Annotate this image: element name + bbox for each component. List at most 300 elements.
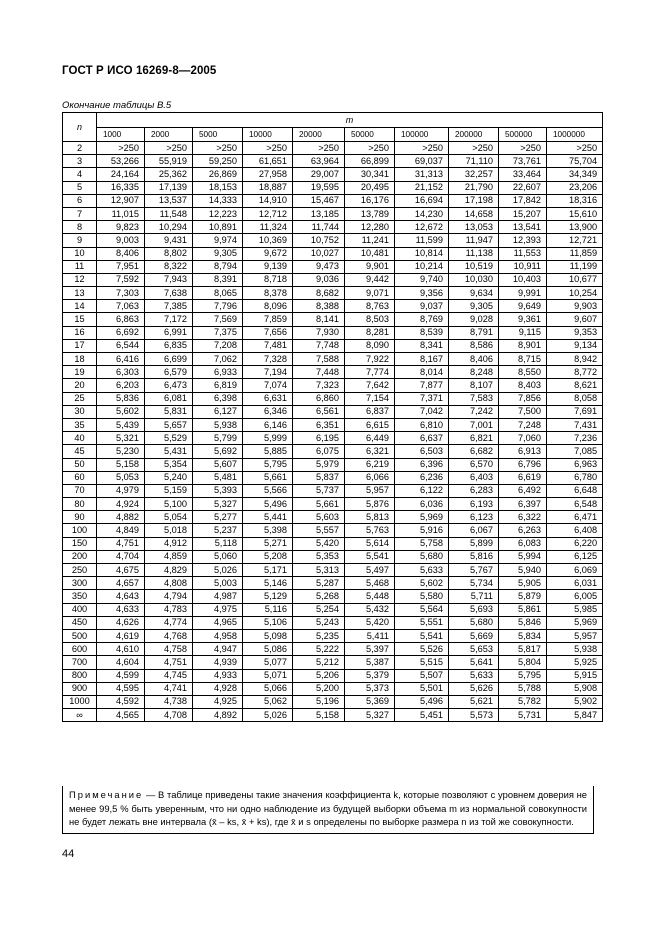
n-value-cell: 13 — [63, 287, 97, 300]
k-value-cell: 5,448 — [345, 590, 395, 603]
k-value-cell: 6,796 — [499, 458, 547, 471]
column-header-row — [63, 128, 603, 142]
k-value-cell: 6,403 — [449, 471, 499, 484]
k-value-cell: 5,026 — [193, 564, 243, 577]
k-value-cell: 9,991 — [499, 287, 547, 300]
k-value-cell: 6,991 — [145, 326, 193, 339]
n-value-cell: 16 — [63, 326, 97, 339]
k-value-cell: 59,250 — [193, 155, 243, 168]
k-value-cell: 4,933 — [193, 669, 243, 682]
k-value-cell: 5,657 — [145, 418, 193, 431]
k-value-cell: 5,235 — [293, 629, 345, 642]
k-value-cell: 5,066 — [243, 682, 293, 695]
n-value-cell: 3 — [63, 155, 97, 168]
k-value-cell: >250 — [293, 142, 345, 155]
n-value-cell: 80 — [63, 498, 97, 511]
k-value-cell: 9,901 — [345, 260, 395, 273]
k-value-cell: 6,449 — [345, 432, 395, 445]
k-value-cell: 5,692 — [193, 445, 243, 458]
k-value-cell: 9,037 — [395, 300, 449, 313]
k-value-cell: 9,353 — [547, 326, 603, 339]
column-header: 1000000 — [547, 128, 603, 142]
k-value-cell: 6,699 — [145, 353, 193, 366]
k-value-cell: 6,351 — [293, 418, 345, 431]
k-value-cell: 53,266 — [97, 155, 145, 168]
k-value-cell: 5,879 — [499, 590, 547, 603]
k-value-cell: 9,431 — [145, 234, 193, 247]
k-value-cell: 11,015 — [97, 207, 145, 220]
k-value-cell: 5,196 — [293, 695, 345, 708]
k-value-cell: 5,908 — [547, 682, 603, 695]
k-value-cell: 6,123 — [449, 511, 499, 524]
k-value-cell: 5,158 — [293, 709, 345, 722]
k-value-cell: 5,938 — [547, 643, 603, 656]
k-value-cell: >250 — [395, 142, 449, 155]
k-value-cell: 6,860 — [293, 392, 345, 405]
k-value-cell: 4,604 — [97, 656, 145, 669]
k-value-cell: 4,633 — [97, 603, 145, 616]
n-value-cell: 19 — [63, 366, 97, 379]
k-value-cell: 5,053 — [97, 471, 145, 484]
k-value-cell: 5,501 — [395, 682, 449, 695]
k-value-cell: 5,788 — [499, 682, 547, 695]
n-value-cell: 15 — [63, 313, 97, 326]
table-row — [63, 260, 603, 273]
k-value-cell: 4,675 — [97, 564, 145, 577]
k-value-cell: 6,579 — [145, 366, 193, 379]
table-row — [63, 273, 603, 286]
k-value-cell: 8,065 — [193, 287, 243, 300]
k-value-cell: 9,473 — [293, 260, 345, 273]
n-value-cell: 900 — [63, 682, 97, 695]
column-header: 5000 — [193, 128, 243, 142]
k-value-cell: 5,313 — [293, 564, 345, 577]
n-value-cell: 200 — [63, 550, 97, 563]
k-value-cell: >250 — [449, 142, 499, 155]
k-value-cell: 5,799 — [193, 432, 243, 445]
table-row — [63, 458, 603, 471]
note-text: — В таблице приведены такие значения коэффициента k, которые позволяют с уровнем доверия не менее 99,5 % быть уверенным, что ни одно наблюдение из будущей выборки объема m из нормальной совокупности не будет лежать вне интервала (x̄ – ks, x̄ + ks), где x̄ и s определены по выборке размера n из той же совокупности. — [69, 789, 587, 828]
table-row — [63, 550, 603, 563]
k-value-cell: 6,637 — [395, 432, 449, 445]
n-value-cell: 1000 — [63, 695, 97, 708]
document-header: ГОСТ Р ИСО 16269-8—2005 — [62, 65, 217, 77]
k-value-cell: 8,718 — [243, 273, 293, 286]
n-value-cell: 100 — [63, 524, 97, 537]
table-row — [63, 603, 603, 616]
k-value-cell: 5,669 — [449, 629, 499, 642]
k-value-cell: 8,769 — [395, 313, 449, 326]
table-row — [63, 564, 603, 577]
k-value-cell: 5,077 — [243, 656, 293, 669]
k-value-cell: 8,901 — [499, 339, 547, 352]
k-value-cell: 4,758 — [145, 643, 193, 656]
k-value-cell: 14,910 — [243, 194, 293, 207]
k-value-cell: 5,541 — [345, 550, 395, 563]
table-row — [63, 168, 603, 181]
k-value-cell: 4,939 — [193, 656, 243, 669]
k-value-cell: 5,979 — [293, 458, 345, 471]
k-value-cell: 7,588 — [293, 353, 345, 366]
k-value-cell: 5,653 — [449, 643, 499, 656]
k-value-cell: 5,969 — [547, 616, 603, 629]
k-value-cell: 6,619 — [499, 471, 547, 484]
k-value-cell: 5,847 — [547, 709, 603, 722]
k-value-cell: 9,356 — [395, 287, 449, 300]
k-value-cell: 5,680 — [395, 550, 449, 563]
k-value-cell: 6,219 — [345, 458, 395, 471]
k-value-cell: 5,985 — [547, 603, 603, 616]
k-value-cell: 13,537 — [145, 194, 193, 207]
k-value-cell: 29,007 — [293, 168, 345, 181]
k-value-cell: 4,751 — [145, 656, 193, 669]
k-value-cell: 4,565 — [97, 709, 145, 722]
k-value-cell: 8,715 — [499, 353, 547, 366]
k-value-cell: 5,387 — [345, 656, 395, 669]
k-value-cell: 8,942 — [547, 353, 603, 366]
n-value-cell: 30 — [63, 405, 97, 418]
table-row — [63, 221, 603, 234]
table-row — [63, 379, 603, 392]
k-value-cell: 5,321 — [97, 432, 145, 445]
k-value-cell: 12,907 — [97, 194, 145, 207]
k-value-cell: 8,682 — [293, 287, 345, 300]
k-value-cell: 16,694 — [395, 194, 449, 207]
k-value-cell: 9,139 — [243, 260, 293, 273]
k-value-cell: 8,586 — [449, 339, 499, 352]
k-value-cell: 6,963 — [547, 458, 603, 471]
k-value-cell: 5,507 — [395, 669, 449, 682]
k-value-cell: 5,795 — [243, 458, 293, 471]
k-value-cell: 7,074 — [243, 379, 293, 392]
k-value-cell: 12,223 — [193, 207, 243, 220]
table-row — [63, 155, 603, 168]
k-value-cell: 8,391 — [193, 273, 243, 286]
n-value-cell: 17 — [63, 339, 97, 352]
table-row — [63, 629, 603, 642]
k-value-cell: 5,915 — [547, 669, 603, 682]
k-value-cell: 10,294 — [145, 221, 193, 234]
k-value-cell: 8,141 — [293, 313, 345, 326]
n-value-cell: 20 — [63, 379, 97, 392]
k-value-cell: 5,767 — [449, 564, 499, 577]
k-value-cell: 5,397 — [345, 643, 395, 656]
k-value-cell: 5,661 — [243, 471, 293, 484]
k-value-cell: 5,208 — [243, 550, 293, 563]
k-value-cell: 5,200 — [293, 682, 345, 695]
table-caption: Окончание таблицы В.5 — [62, 100, 172, 111]
k-value-cell: 5,003 — [193, 577, 243, 590]
k-value-cell: 9,634 — [449, 287, 499, 300]
k-value-cell: 5,602 — [395, 577, 449, 590]
k-value-cell: 5,171 — [243, 564, 293, 577]
k-value-cell: 12,712 — [243, 207, 293, 220]
k-value-cell: 7,642 — [345, 379, 395, 392]
n-value-cell: 10 — [63, 247, 97, 260]
k-value-cell: 9,974 — [193, 234, 243, 247]
k-value-cell: 22,607 — [499, 181, 547, 194]
k-value-cell: 5,758 — [395, 537, 449, 550]
n-value-cell: 2 — [63, 142, 97, 155]
n-value-cell: ∞ — [63, 709, 97, 722]
k-value-cell: 6,066 — [345, 471, 395, 484]
k-value-cell: 9,361 — [499, 313, 547, 326]
column-header: 500000 — [499, 128, 547, 142]
k-value-cell: 5,420 — [293, 537, 345, 550]
k-value-cell: 10,369 — [243, 234, 293, 247]
k-value-cell: 10,254 — [547, 287, 603, 300]
k-value-cell: 7,060 — [499, 432, 547, 445]
k-value-cell: 5,573 — [449, 709, 499, 722]
n-value-cell: 90 — [63, 511, 97, 524]
table-row — [63, 392, 603, 405]
k-value-cell: 5,118 — [193, 537, 243, 550]
k-value-cell: 5,834 — [499, 629, 547, 642]
k-value-cell: 11,859 — [547, 247, 603, 260]
k-value-cell: 13,541 — [499, 221, 547, 234]
table-row — [63, 313, 603, 326]
k-value-cell: 5,680 — [449, 616, 499, 629]
table-row — [63, 511, 603, 524]
k-value-cell: 5,327 — [345, 709, 395, 722]
k-value-cell: 4,928 — [193, 682, 243, 695]
k-value-cell: 6,195 — [293, 432, 345, 445]
k-value-cell: 5,254 — [293, 603, 345, 616]
k-value-cell: 7,042 — [395, 405, 449, 418]
k-value-cell: 8,107 — [449, 379, 499, 392]
k-value-cell: 5,837 — [293, 471, 345, 484]
k-value-cell: 11,324 — [243, 221, 293, 234]
k-value-cell: 5,431 — [145, 445, 193, 458]
k-value-cell: 6,819 — [193, 379, 243, 392]
k-value-cell: 5,813 — [345, 511, 395, 524]
k-value-cell: 15,207 — [499, 207, 547, 220]
k-value-cell: 5,026 — [243, 709, 293, 722]
k-value-cell: 12,393 — [499, 234, 547, 247]
k-value-cell: 8,090 — [345, 339, 395, 352]
table-row — [63, 300, 603, 313]
table-row — [63, 405, 603, 418]
k-value-cell: 5,373 — [345, 682, 395, 695]
k-value-cell: 6,203 — [97, 379, 145, 392]
column-header: 100000 — [395, 128, 449, 142]
k-value-cell: 12,280 — [345, 221, 395, 234]
k-value-cell: 5,916 — [395, 524, 449, 537]
n-value-cell: 7 — [63, 207, 97, 220]
k-value-cell: 75,704 — [547, 155, 603, 168]
k-value-cell: 7,448 — [293, 366, 345, 379]
k-value-cell: 6,810 — [395, 418, 449, 431]
k-value-cell: 10,403 — [499, 273, 547, 286]
k-value-cell: 4,892 — [193, 709, 243, 722]
k-value-cell: 5,018 — [145, 524, 193, 537]
k-value-cell: 6,146 — [243, 418, 293, 431]
k-value-cell: 4,592 — [97, 695, 145, 708]
k-value-cell: 13,789 — [345, 207, 395, 220]
k-value-cell: 5,116 — [243, 603, 293, 616]
table-row — [63, 353, 603, 366]
k-value-cell: 10,814 — [395, 247, 449, 260]
k-value-cell: 5,969 — [395, 511, 449, 524]
k-value-cell: 8,621 — [547, 379, 603, 392]
k-value-cell: 8,014 — [395, 366, 449, 379]
n-value-cell: 18 — [63, 353, 97, 366]
k-value-cell: 5,564 — [395, 603, 449, 616]
k-value-cell: 6,913 — [499, 445, 547, 458]
k-value-cell: 5,222 — [293, 643, 345, 656]
k-value-cell: 7,208 — [193, 339, 243, 352]
k-value-cell: 6,263 — [499, 524, 547, 537]
k-value-cell: 5,580 — [395, 590, 449, 603]
column-header: 200000 — [449, 128, 499, 142]
k-value-cell: 6,075 — [293, 445, 345, 458]
n-value-cell: 9 — [63, 234, 97, 247]
k-value-cell: 18,153 — [193, 181, 243, 194]
k-value-cell: 7,691 — [547, 405, 603, 418]
table-row — [63, 366, 603, 379]
k-value-cell: 5,054 — [145, 511, 193, 524]
k-value-cell: 5,393 — [193, 484, 243, 497]
k-value-cell: 4,965 — [193, 616, 243, 629]
k-value-cell: 5,551 — [395, 616, 449, 629]
k-value-cell: 8,281 — [345, 326, 395, 339]
k-value-cell: 30,341 — [345, 168, 395, 181]
k-value-cell: 7,001 — [449, 418, 499, 431]
k-value-cell: 6,548 — [547, 498, 603, 511]
k-value-cell: 9,071 — [345, 287, 395, 300]
k-value-cell: 8,539 — [395, 326, 449, 339]
k-value-cell: 7,431 — [547, 418, 603, 431]
k-value-cell: 6,125 — [547, 550, 603, 563]
n-value-cell: 400 — [63, 603, 97, 616]
k-value-cell: 5,614 — [345, 537, 395, 550]
n-value-cell: 450 — [63, 616, 97, 629]
k-value-cell: 6,283 — [449, 484, 499, 497]
k-value-cell: 5,734 — [449, 577, 499, 590]
k-value-cell: 5,782 — [499, 695, 547, 708]
k-value-cell: 6,570 — [449, 458, 499, 471]
k-value-cell: 8,167 — [395, 353, 449, 366]
k-value-cell: 5,607 — [193, 458, 243, 471]
table-row — [63, 498, 603, 511]
k-value-cell: 6,036 — [395, 498, 449, 511]
k-value-cell: 17,842 — [499, 194, 547, 207]
table-row — [63, 445, 603, 458]
k-value-cell: 7,583 — [449, 392, 499, 405]
k-value-cell: 15,467 — [293, 194, 345, 207]
k-value-cell: 5,206 — [293, 669, 345, 682]
column-header: 2000 — [145, 128, 193, 142]
table-row — [63, 682, 603, 695]
column-header: 10000 — [243, 128, 293, 142]
n-value-cell: 800 — [63, 669, 97, 682]
k-value-cell: 6,503 — [395, 445, 449, 458]
k-value-cell: 6,821 — [449, 432, 499, 445]
k-value-cell: 5,938 — [193, 418, 243, 431]
k-value-cell: 6,122 — [395, 484, 449, 497]
k-value-cell: 4,595 — [97, 682, 145, 695]
k-value-cell: 7,323 — [293, 379, 345, 392]
k-value-cell: 5,129 — [243, 590, 293, 603]
k-value-cell: 5,354 — [145, 458, 193, 471]
k-value-cell: 7,371 — [395, 392, 449, 405]
k-value-cell: 5,817 — [499, 643, 547, 656]
k-value-cell: 5,957 — [345, 484, 395, 497]
k-value-cell: 12,721 — [547, 234, 603, 247]
n-value-cell: 150 — [63, 537, 97, 550]
k-value-cell: 11,947 — [449, 234, 499, 247]
k-value-cell: 6,837 — [345, 405, 395, 418]
k-value-cell: 6,005 — [547, 590, 603, 603]
k-value-cell: 7,062 — [193, 353, 243, 366]
k-value-cell: 4,783 — [145, 603, 193, 616]
k-value-cell: 5,940 — [499, 564, 547, 577]
k-value-cell: 7,385 — [145, 300, 193, 313]
k-value-cell: 6,031 — [547, 577, 603, 590]
table-row — [63, 207, 603, 220]
n-value-cell: 500 — [63, 629, 97, 642]
k-value-cell: 4,958 — [193, 629, 243, 642]
k-value-cell: 5,633 — [395, 564, 449, 577]
k-value-cell: 4,808 — [145, 577, 193, 590]
k-value-cell: 4,738 — [145, 695, 193, 708]
k-value-cell: 6,471 — [547, 511, 603, 524]
k-value-cell: 63,964 — [293, 155, 345, 168]
k-value-cell: 5,230 — [97, 445, 145, 458]
k-value-cell: 5,831 — [145, 405, 193, 418]
k-value-cell: 7,877 — [395, 379, 449, 392]
k-value-cell: 5,661 — [293, 498, 345, 511]
k-value-cell: 14,230 — [395, 207, 449, 220]
k-value-cell: 8,406 — [449, 353, 499, 366]
k-value-cell: 8,763 — [345, 300, 395, 313]
k-value-cell: 10,027 — [293, 247, 345, 260]
k-value-cell: 9,823 — [97, 221, 145, 234]
k-value-cell: 7,248 — [499, 418, 547, 431]
k-value-cell: 6,069 — [547, 564, 603, 577]
k-value-cell: 7,328 — [243, 353, 293, 366]
k-value-cell: 14,333 — [193, 194, 243, 207]
k-value-cell: 4,947 — [193, 643, 243, 656]
k-value-cell: 21,152 — [395, 181, 449, 194]
k-value-cell: 5,432 — [345, 603, 395, 616]
table-row — [63, 616, 603, 629]
k-value-cell: 7,774 — [345, 366, 395, 379]
k-value-cell: 4,794 — [145, 590, 193, 603]
table-row — [63, 181, 603, 194]
k-value-cell: 8,322 — [145, 260, 193, 273]
table-row — [63, 656, 603, 669]
n-value-cell: 12 — [63, 273, 97, 286]
n-value-cell: 11 — [63, 260, 97, 273]
table-row — [63, 339, 603, 352]
n-value-cell: 50 — [63, 458, 97, 471]
k-value-cell: 5,957 — [547, 629, 603, 642]
k-value-cell: 5,353 — [293, 550, 345, 563]
k-value-cell: 5,098 — [243, 629, 293, 642]
k-value-cell: 11,138 — [449, 247, 499, 260]
k-value-cell: 9,305 — [449, 300, 499, 313]
k-value-cell: 8,550 — [499, 366, 547, 379]
k-value-cell: 69,037 — [395, 155, 449, 168]
n-value-cell: 5 — [63, 181, 97, 194]
k-value-cell: 4,774 — [145, 616, 193, 629]
k-value-cell: 6,346 — [243, 405, 293, 418]
k-value-cell: 7,796 — [193, 300, 243, 313]
k-value-cell: 5,468 — [345, 577, 395, 590]
k-value-cell: 6,396 — [395, 458, 449, 471]
k-value-cell: 6,408 — [547, 524, 603, 537]
